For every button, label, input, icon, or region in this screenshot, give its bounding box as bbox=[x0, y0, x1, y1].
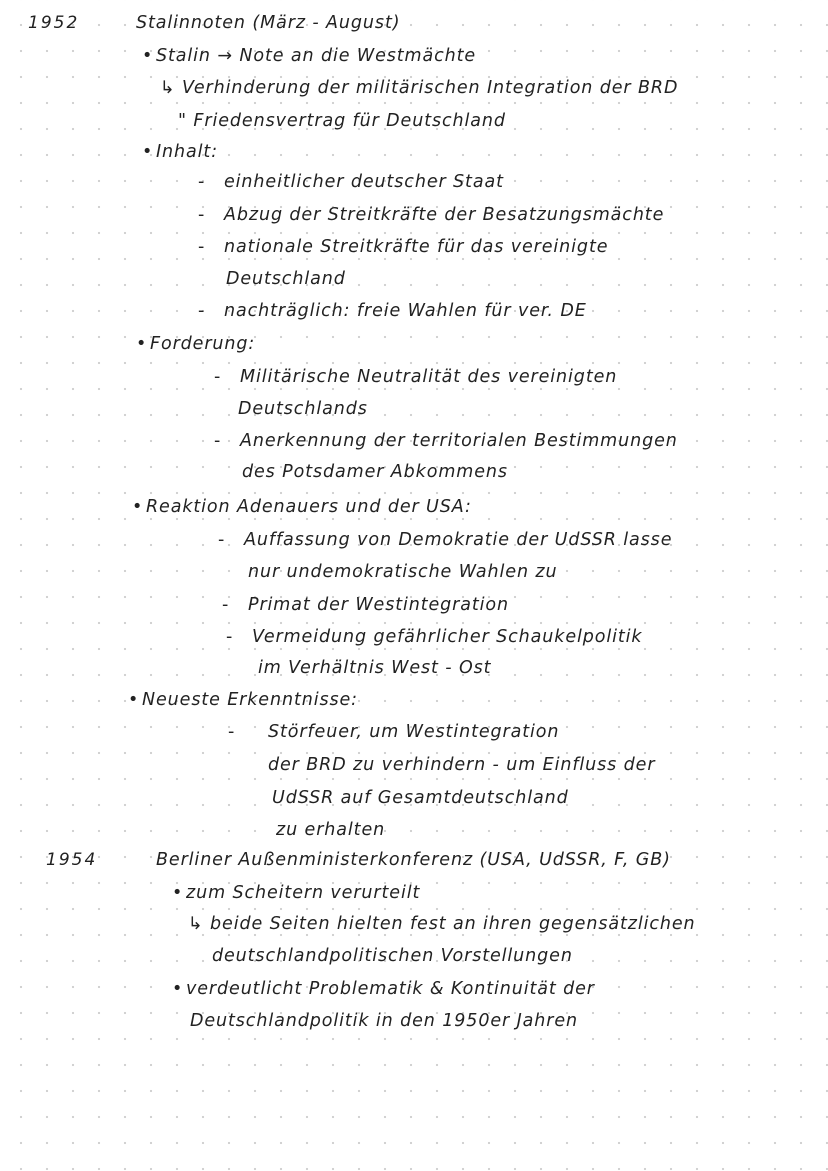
bullet-icon: • bbox=[142, 46, 154, 66]
dash-icon: - bbox=[228, 722, 236, 742]
note-line: UdSSR auf Gesamtdeutschland bbox=[272, 788, 569, 808]
dash-icon: - bbox=[198, 172, 206, 192]
note-line: • Stalin → Note an die Westmächte bbox=[142, 46, 477, 66]
heading-stalinnoten: Stalinnoten (März - August) bbox=[136, 13, 401, 33]
note-line: • Forderung: bbox=[136, 334, 256, 354]
note-line: • Neueste Erkenntnisse: bbox=[128, 690, 358, 710]
note-line: zu erhalten bbox=[276, 820, 386, 840]
note-line: nur undemokratische Wahlen zu bbox=[248, 562, 558, 582]
note-line: - Auffassung von Demokratie der UdSSR lasse bbox=[218, 530, 673, 550]
note-line: - Anerkennung der territorialen Bestimmungen bbox=[214, 431, 678, 451]
dash-icon: - bbox=[222, 595, 230, 615]
bullet-icon: • bbox=[172, 883, 184, 903]
bullet-icon: • bbox=[142, 142, 154, 162]
note-line: • Reaktion Adenauers und der USA: bbox=[132, 497, 472, 517]
bullet-icon: • bbox=[132, 497, 144, 517]
note-line: - nachträglich: freie Wahlen für ver. DE bbox=[198, 301, 587, 321]
note-line: • Inhalt: bbox=[142, 142, 218, 162]
dash-icon: - bbox=[214, 367, 222, 387]
note-line: Deutschland bbox=[226, 269, 346, 289]
note-line: - Störfeuer, um Westintegration bbox=[228, 722, 560, 742]
note-line: - Abzug der Streitkräfte der Besatzungsmächte bbox=[198, 205, 665, 225]
dash-icon: - bbox=[214, 431, 222, 451]
note-line: der BRD zu verhindern - um Einfluss der bbox=[268, 755, 656, 775]
heading-aussenministerkonferenz: Berliner Außenministerkonferenz (USA, UdSSR, F, GB) bbox=[156, 850, 671, 870]
bullet-icon: • bbox=[136, 334, 148, 354]
note-line: • verdeutlicht Problematik & Kontinuität der bbox=[172, 979, 595, 999]
note-line: - Militärische Neutralität des vereinigten bbox=[214, 367, 618, 387]
note-line: deutschlandpolitischen Vorstellungen bbox=[212, 946, 573, 966]
dash-icon: - bbox=[198, 205, 206, 225]
note-line: Deutschlands bbox=[238, 399, 368, 419]
note-line: • zum Scheitern verurteilt bbox=[172, 883, 421, 903]
year-1954: 1954 bbox=[46, 850, 98, 870]
note-line: - Primat der Westintegration bbox=[222, 595, 510, 615]
dash-icon: - bbox=[218, 530, 226, 550]
note-line: Deutschlandpolitik in den 1950er Jahren bbox=[190, 1011, 579, 1031]
dash-icon: - bbox=[198, 237, 206, 257]
bullet-icon: • bbox=[172, 979, 184, 999]
note-line: - Vermeidung gefährlicher Schaukelpolitik bbox=[226, 627, 643, 647]
note-line: - nationale Streitkräfte für das vereinigte bbox=[198, 237, 609, 257]
note-line: " Friedensvertrag für Deutschland bbox=[178, 111, 506, 131]
note-line: - einheitlicher deutscher Staat bbox=[198, 172, 504, 192]
year-1952: 1952 bbox=[28, 13, 80, 33]
dash-icon: - bbox=[198, 301, 206, 321]
note-line: im Verhältnis West - Ost bbox=[258, 658, 492, 678]
note-line: des Potsdamer Abkommens bbox=[242, 462, 508, 482]
note-line: ↳ Verhinderung der militärischen Integration der BRD bbox=[160, 78, 679, 98]
bullet-icon: • bbox=[128, 690, 140, 710]
note-line: ↳ beide Seiten hielten fest an ihren gegensätzlichen bbox=[188, 914, 696, 934]
dash-icon: - bbox=[226, 627, 234, 647]
